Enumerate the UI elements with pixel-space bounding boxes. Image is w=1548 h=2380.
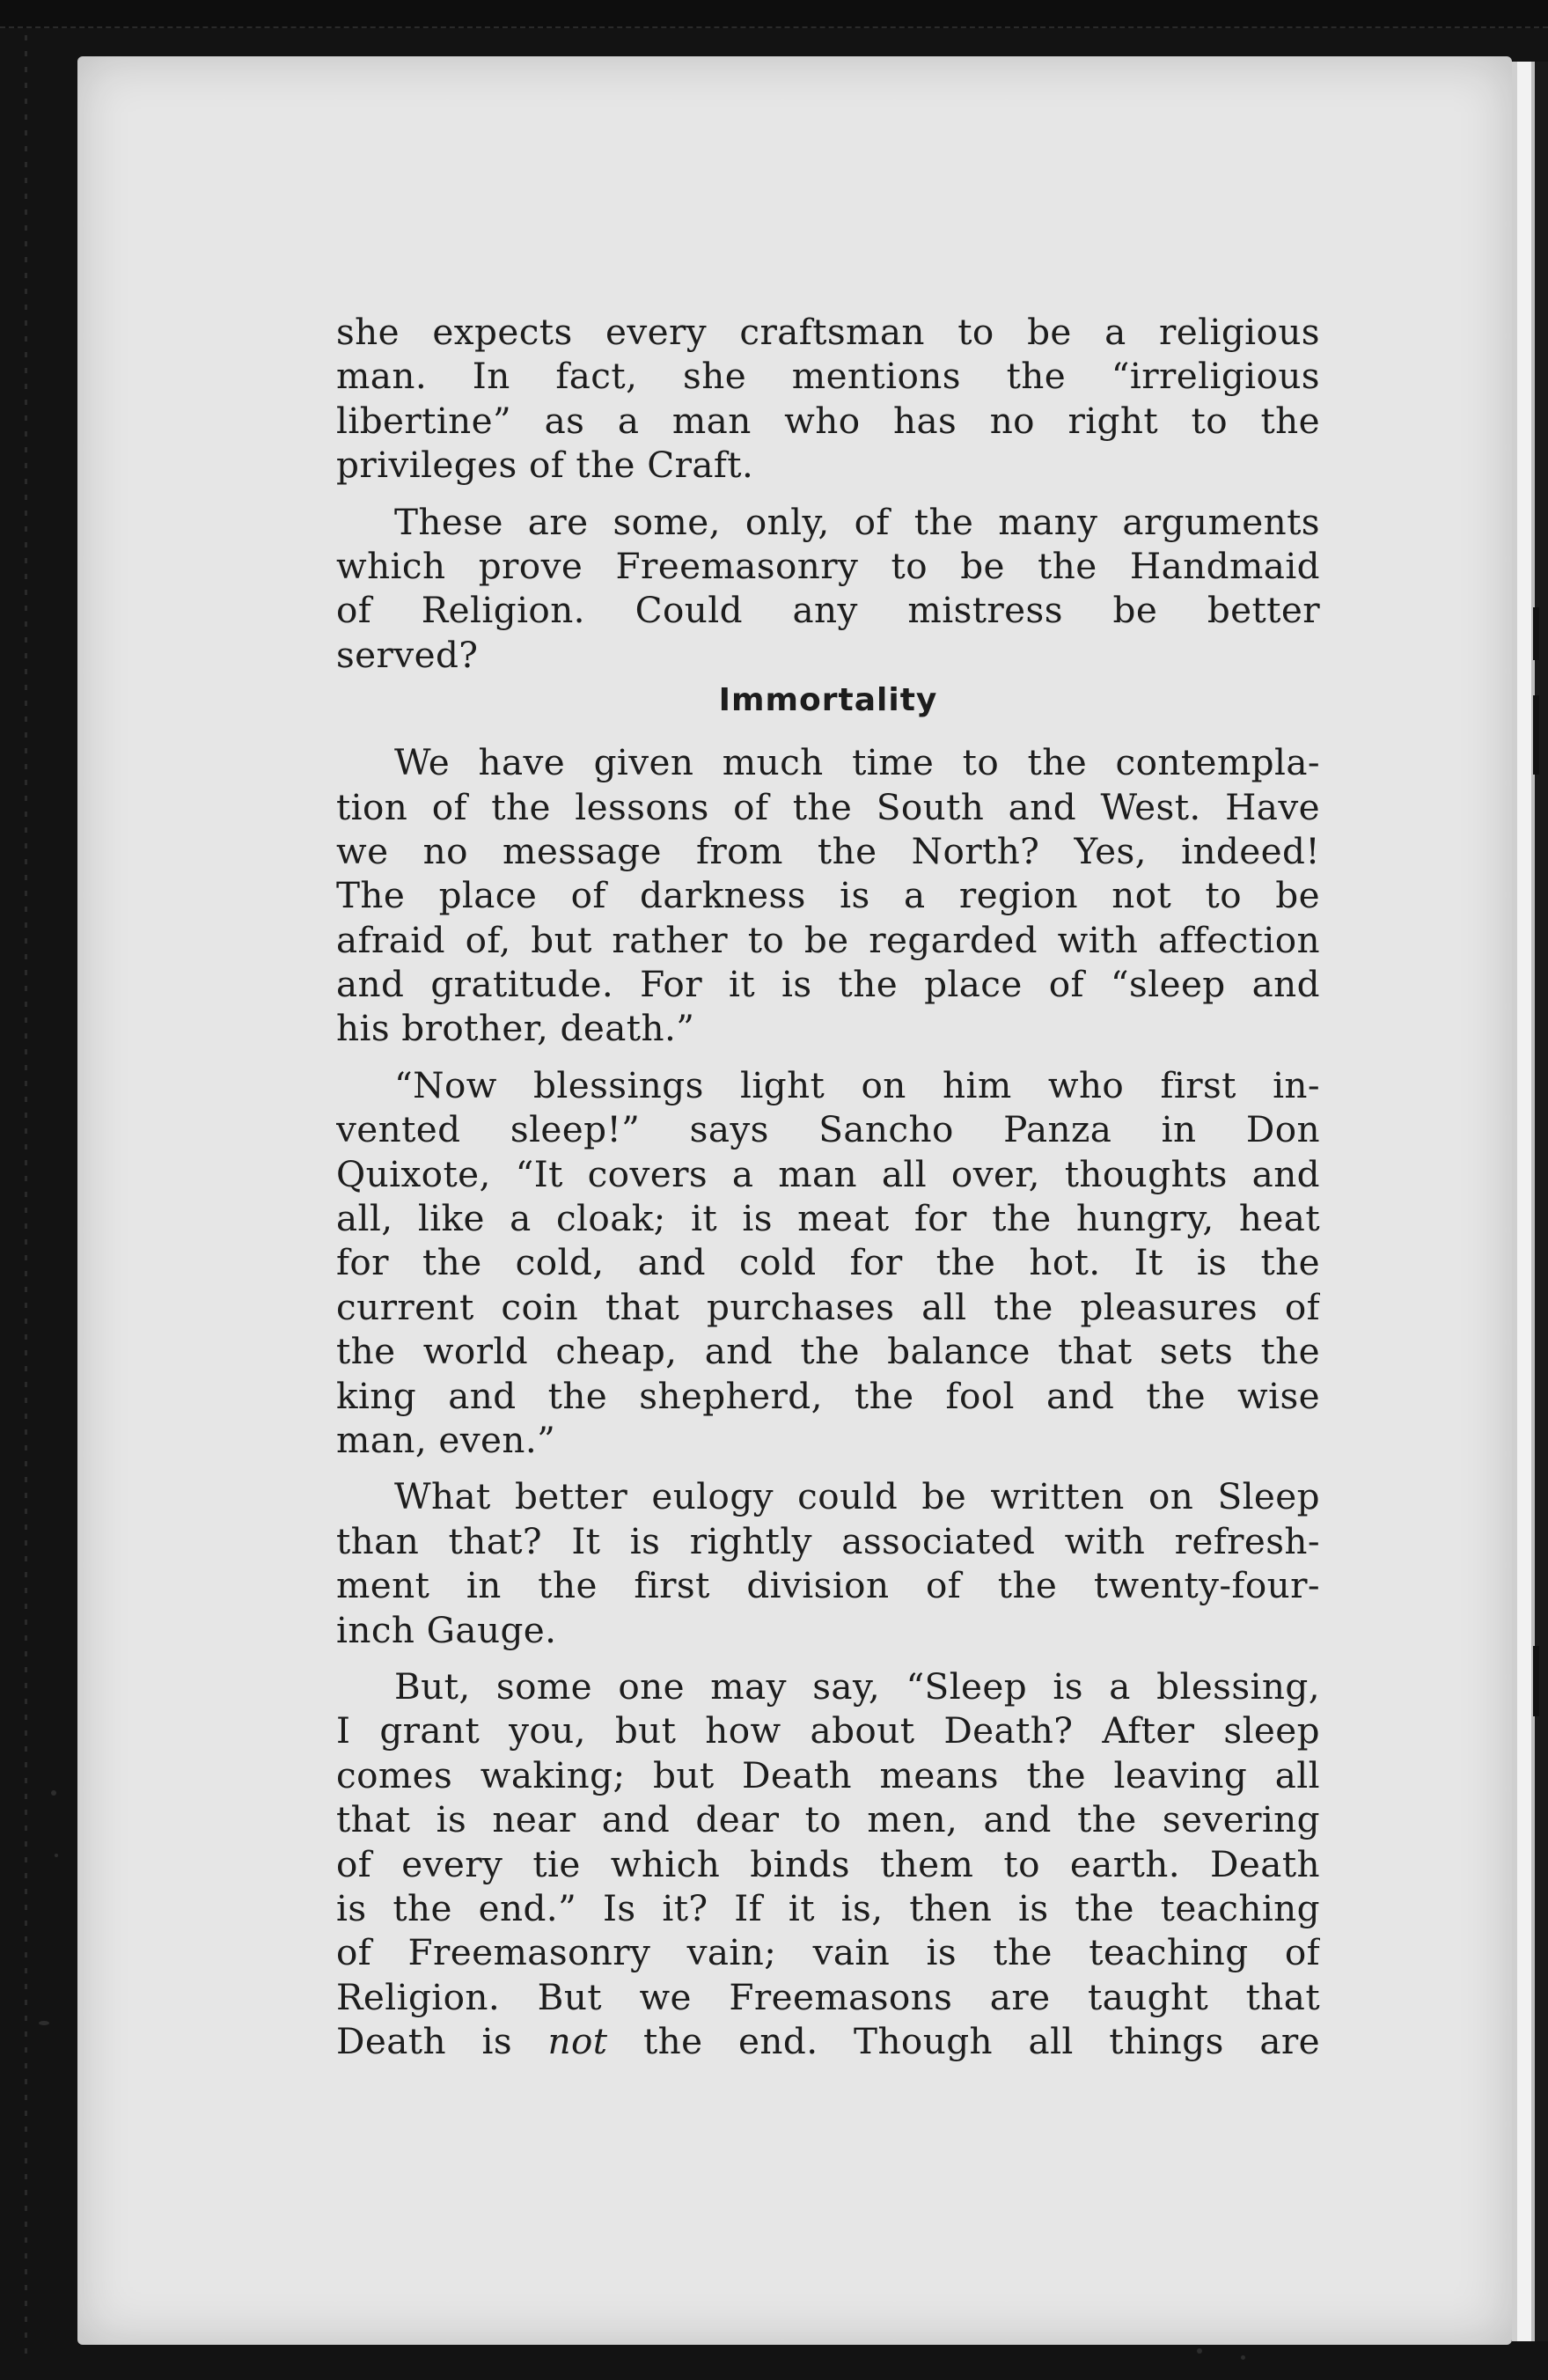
text-run: Death is bbox=[336, 2020, 548, 2063]
paragraph-gap bbox=[336, 488, 1320, 500]
spine-mark bbox=[1533, 695, 1539, 775]
text-line: is the end.” Is it? If it is, then is the teaching bbox=[336, 1886, 1320, 1929]
text-line: of Religion. Could any mistress be better bbox=[336, 589, 1320, 632]
text-line: served? bbox=[336, 633, 479, 676]
text-line: These are some, only, of the many arguments bbox=[394, 500, 1320, 543]
text-run: the end. Though all things are bbox=[607, 2020, 1320, 2063]
paragraph-handmaid bbox=[336, 500, 1320, 678]
paragraph-gap bbox=[336, 1051, 1320, 1063]
paragraph-death bbox=[336, 1664, 1320, 2064]
text-line: But, some one may say, “Sleep is a blessing, bbox=[394, 1664, 1320, 1708]
scan-speck bbox=[39, 2021, 49, 2025]
text-line: that is near and dear to men, and the severing bbox=[336, 1798, 1320, 1841]
spine-mark bbox=[1533, 607, 1539, 660]
section-heading: Immortality bbox=[718, 682, 938, 719]
paragraph-gap bbox=[336, 1462, 1320, 1474]
text-line: all, like a cloak; it is meat for the hungry, heat bbox=[336, 1197, 1320, 1240]
scan-speck bbox=[55, 1854, 58, 1857]
text-line: for the cold, and cold for the hot. It is the bbox=[336, 1241, 1320, 1284]
text-line: which prove Freemasonry to be the Handmaid bbox=[336, 544, 1320, 587]
text-line: than that? It is rightly associated with refresh- bbox=[336, 1519, 1320, 1562]
text-line: inch Gauge. bbox=[336, 1608, 557, 1651]
text-line: current coin that purchases all the pleasures of bbox=[336, 1285, 1320, 1328]
text-line-final bbox=[336, 2019, 1320, 2063]
scan-left-edge bbox=[25, 35, 27, 2359]
text-line: king and the shepherd, the fool and the wise bbox=[336, 1374, 1320, 1417]
paragraph-sancho-panza bbox=[336, 1063, 1320, 1463]
text-line: and gratitude. For it is the place of “sleep and bbox=[336, 963, 1320, 1006]
paragraph-north bbox=[336, 740, 1320, 1051]
paragraph-gap bbox=[336, 1652, 1320, 1664]
text-line: man. In fact, she mentions the “irreligious bbox=[336, 355, 1320, 398]
text-line: libertine” as a man who has no right to the bbox=[336, 399, 1320, 442]
text-line: vented sleep!” says Sancho Panza in Don bbox=[336, 1108, 1320, 1151]
text-line: privileges of the Craft. bbox=[336, 444, 754, 487]
text-line: tion of the lessons of the South and West. Have bbox=[336, 785, 1320, 828]
text-line: afraid of, but rather to be regarded with affection bbox=[336, 918, 1320, 961]
text-line: his brother, death.” bbox=[336, 1007, 695, 1050]
text-line: of Freemasonry vain; vain is the teaching of bbox=[336, 1931, 1320, 1974]
scan-speck bbox=[51, 1790, 56, 1796]
text-line: the world cheap, and the balance that sets the bbox=[336, 1330, 1320, 1373]
text-line: We have given much time to the contempla- bbox=[394, 741, 1320, 784]
text-line: I grant you, but how about Death? After sleep bbox=[336, 1709, 1320, 1752]
text-line: we no message from the North? Yes, indeed! bbox=[336, 829, 1320, 872]
text-line: The place of darkness is a region not to be bbox=[336, 874, 1320, 917]
text-line: ment in the first division of the twenty-four- bbox=[336, 1564, 1320, 1607]
emphasis-text: not bbox=[547, 2020, 608, 2063]
book-spine bbox=[1512, 62, 1548, 2341]
scan-speck bbox=[1197, 2348, 1202, 2354]
text-line: comes waking; but Death means the leaving all bbox=[336, 1753, 1320, 1796]
paragraph-eulogy bbox=[336, 1474, 1320, 1652]
text-line: Religion. But we Freemasons are taught that bbox=[336, 1975, 1320, 2018]
scan-speck bbox=[1241, 2355, 1245, 2360]
text-line: What better eulogy could be written on Sleep bbox=[394, 1475, 1320, 1518]
text-line: man, even.” bbox=[336, 1418, 556, 1461]
text-line: she expects every craftsman to be a religious bbox=[336, 311, 1320, 353]
paragraph-religious-man bbox=[336, 310, 1320, 488]
page-text bbox=[336, 310, 1320, 2063]
scan-top-edge bbox=[0, 0, 1548, 28]
text-line: Quixote, “It covers a man all over, thoughts and bbox=[336, 1152, 1320, 1195]
spine-mark bbox=[1533, 1646, 1539, 1716]
text-line: of every tie which binds them to earth. Death bbox=[336, 1842, 1320, 1885]
text-line: “Now blessings light on him who first in- bbox=[394, 1063, 1320, 1106]
